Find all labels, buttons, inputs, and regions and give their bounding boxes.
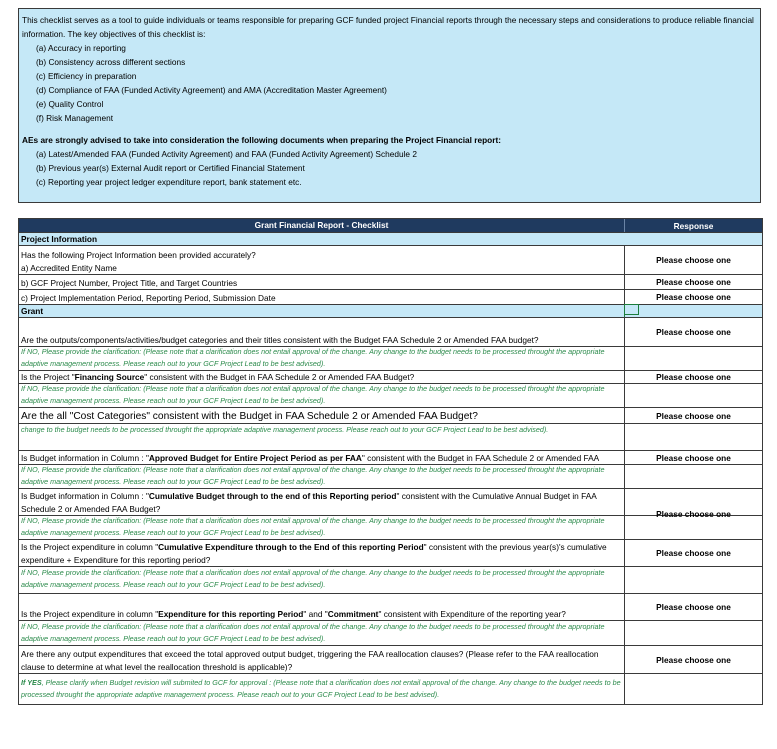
question-text: Is Budget information in Column : "Approved Budget for Entire Project Period as per FAA" consistent with the Budget in FAA Schedule 2 or Amended FAA — [21, 452, 600, 463]
response-select[interactable]: Please choose one — [656, 509, 731, 519]
cell-selection-indicator — [624, 304, 639, 315]
response-select[interactable]: Please choose one — [656, 602, 731, 612]
question-text: b) GCF Project Number, Project Title, and Target Countries — [21, 277, 238, 288]
table-row — [18, 371, 763, 384]
question-text: Are the outputs/components/activities/budget categories and their titles consistent with the Budget FAA Schedule 2 or Amended FAA budget? — [21, 334, 539, 345]
response-select[interactable]: Please choose one — [656, 548, 731, 558]
objective-item: (c) Efficiency in preparation — [36, 71, 137, 81]
intro-description: This checklist serves as a tool to guide individuals or teams responsible for preparing GCF funded project Financial reports through the necessary steps and considerations to produce reliable financial information. The key objectives of this checklist is: — [22, 15, 754, 39]
response-select[interactable]: Please choose one — [656, 255, 731, 265]
question-text: Are the all "Cost Categories" consistent with the Budget in FAA Schedule 2 or Amended FAA Budget? — [21, 410, 478, 422]
objective-item: (a) Accuracy in reporting — [36, 43, 126, 53]
document-item: (a) Latest/Amended FAA (Funded Activity Agreement) and FAA (Funded Activity Agreement) Schedule 2 — [36, 149, 417, 159]
checklist-table — [18, 218, 763, 705]
question-text: Is Budget information in Column : "Cumulative Budget through to the end of this Reporting period" consistent with the Cumulative Annual Budget in FAA Schedule 2 or Amended FAA Budget? — [21, 491, 597, 514]
table-row — [18, 646, 763, 674]
table-row — [18, 451, 763, 465]
objective-item: (b) Consistency across different sections — [36, 57, 186, 67]
question-text: c) Project Implementation Period, Reporting Period, Submission Date — [21, 292, 276, 303]
table-row — [18, 621, 763, 646]
question-text: a) Accredited Entity Name — [21, 262, 117, 273]
question-text: Is the Project expenditure in column "Expenditure for this reporting Period" and "Commitment" consistent with Expenditure of the reporting year? — [21, 608, 566, 619]
advice-heading: AEs are strongly advised to take into consideration the following documents when preparing the Project Financial report: — [22, 135, 501, 145]
question-text: Has the following Project Information been provided accurately? — [21, 250, 256, 260]
clarification-input: If NO, Please provide the clarification: (Please note that a clarification does not entail approval of the change. Any change to the budget needs to be processed throught the appropriate adaptive management process. Please reach out to your GCF Project Lead to be best advised). — [21, 465, 605, 486]
table-row — [18, 347, 763, 371]
question-text: Is the Project "Financing Source" consistent with the Budget in FAA Schedule 2 or Amended FAA Budget? — [21, 371, 415, 382]
instructions-panel — [18, 8, 761, 203]
table-header — [18, 218, 763, 233]
objective-item: (f) Risk Management — [36, 113, 114, 123]
response-select[interactable]: Please choose one — [656, 452, 731, 463]
header-response: Response — [673, 220, 714, 231]
table-row — [18, 408, 763, 424]
document-item: (c) Reporting year project ledger expenditure report, bank statement etc. — [36, 177, 302, 187]
response-select[interactable]: Please choose one — [656, 372, 731, 382]
table-row — [18, 246, 763, 275]
table-row — [18, 567, 763, 594]
clarification-input: If NO, Please provide the clarification: (Please note that a clarification does not entail approval of the change. Any change to the budget needs to be processed throught the appropriate adaptive management process. Please reach out to your GCF Project Lead to be best advised). — [21, 347, 605, 368]
clarification-input: If YES, Please clarify when Budget revision will submited to GCF for approval : (Please note that a clarification does not entail approval of the change. Any change to the budget needs to be processed throught the appropriate adaptive management process. Please reach out to your GCF Project Lead to be best advised). — [21, 678, 621, 699]
section-label: Grant — [19, 305, 625, 317]
table-row — [18, 516, 763, 540]
objective-item: (e) Quality Control — [36, 99, 104, 109]
table-row — [18, 275, 763, 290]
objective-item: (d) Compliance of FAA (Funded Activity Agreement) and AMA (Accreditation Master Agreement) — [36, 85, 387, 95]
clarification-input: If NO, Please provide the clarification: (Please note that a clarification does not entail approval of the change. Any change to the budget needs to be processed throught the appropriate adaptive management process. Please reach out to your GCF Project Lead to be best advised). — [21, 568, 605, 589]
response-select[interactable]: Please choose one — [656, 327, 731, 337]
table-row — [18, 489, 763, 519]
clarification-input: If NO, Please provide the clarification: (Please note that a clarification does not entail approval of the change. Any change to the budget needs to be processed throught the appropriate adaptive management process. Please reach out to your GCF Project Lead to be best advised). — [21, 622, 605, 643]
response-select[interactable]: Please choose one — [656, 410, 731, 421]
clarification-input: If NO, Please provide the clarification: (Please note that a clarification does not entail approval of the change. Any change to the budget needs to be processed throught the appropriate adaptive management process. Please reach out to your GCF Project Lead to be best advised). — [21, 384, 605, 405]
table-row — [18, 465, 763, 489]
document-item: (b) Previous year(s) External Audit report or Certified Financial Statement — [36, 163, 305, 173]
table-row — [18, 674, 763, 705]
response-select[interactable]: Please choose one — [656, 277, 731, 287]
section-grant — [18, 305, 763, 318]
table-row — [18, 290, 763, 305]
section-label: Project Information — [21, 233, 98, 244]
question-text: Is the Project expenditure in column "Cumulative Expenditure through to the End of this reporting Period" consistent with the previous year(s)'s cumulative expenditure + Expenditure for this reporting period? — [21, 542, 607, 565]
question-text: Are there any output expenditures that exceed the total approved output budget, triggering the FAA reallocation clauses? (Please refer to the FAA reallocation clause to determine at what level the reallocation threshold is applicable)? — [21, 649, 599, 672]
table-row — [18, 384, 763, 408]
table-row — [18, 424, 763, 451]
table-row — [18, 540, 763, 567]
table-row — [18, 594, 763, 621]
table-row — [18, 318, 763, 347]
response-select[interactable]: Please choose one — [656, 654, 731, 665]
clarification-input: If NO, Please provide the clarification: (Please note that a clarification does not entail approval of the change. Any change to the budget needs to be processed throught the appropriate adaptive management process. Please reach out to your GCF Project Lead to be best advised). — [21, 516, 605, 537]
clarification-input: change to the budget needs to be processed throught the appropriate adaptive management process. Please reach out to your GCF Project Lead to be best advised). — [21, 425, 549, 434]
section-project-info — [18, 233, 763, 246]
header-checklist: Grant Financial Report - Checklist — [19, 219, 625, 232]
response-select[interactable]: Please choose one — [656, 292, 731, 302]
